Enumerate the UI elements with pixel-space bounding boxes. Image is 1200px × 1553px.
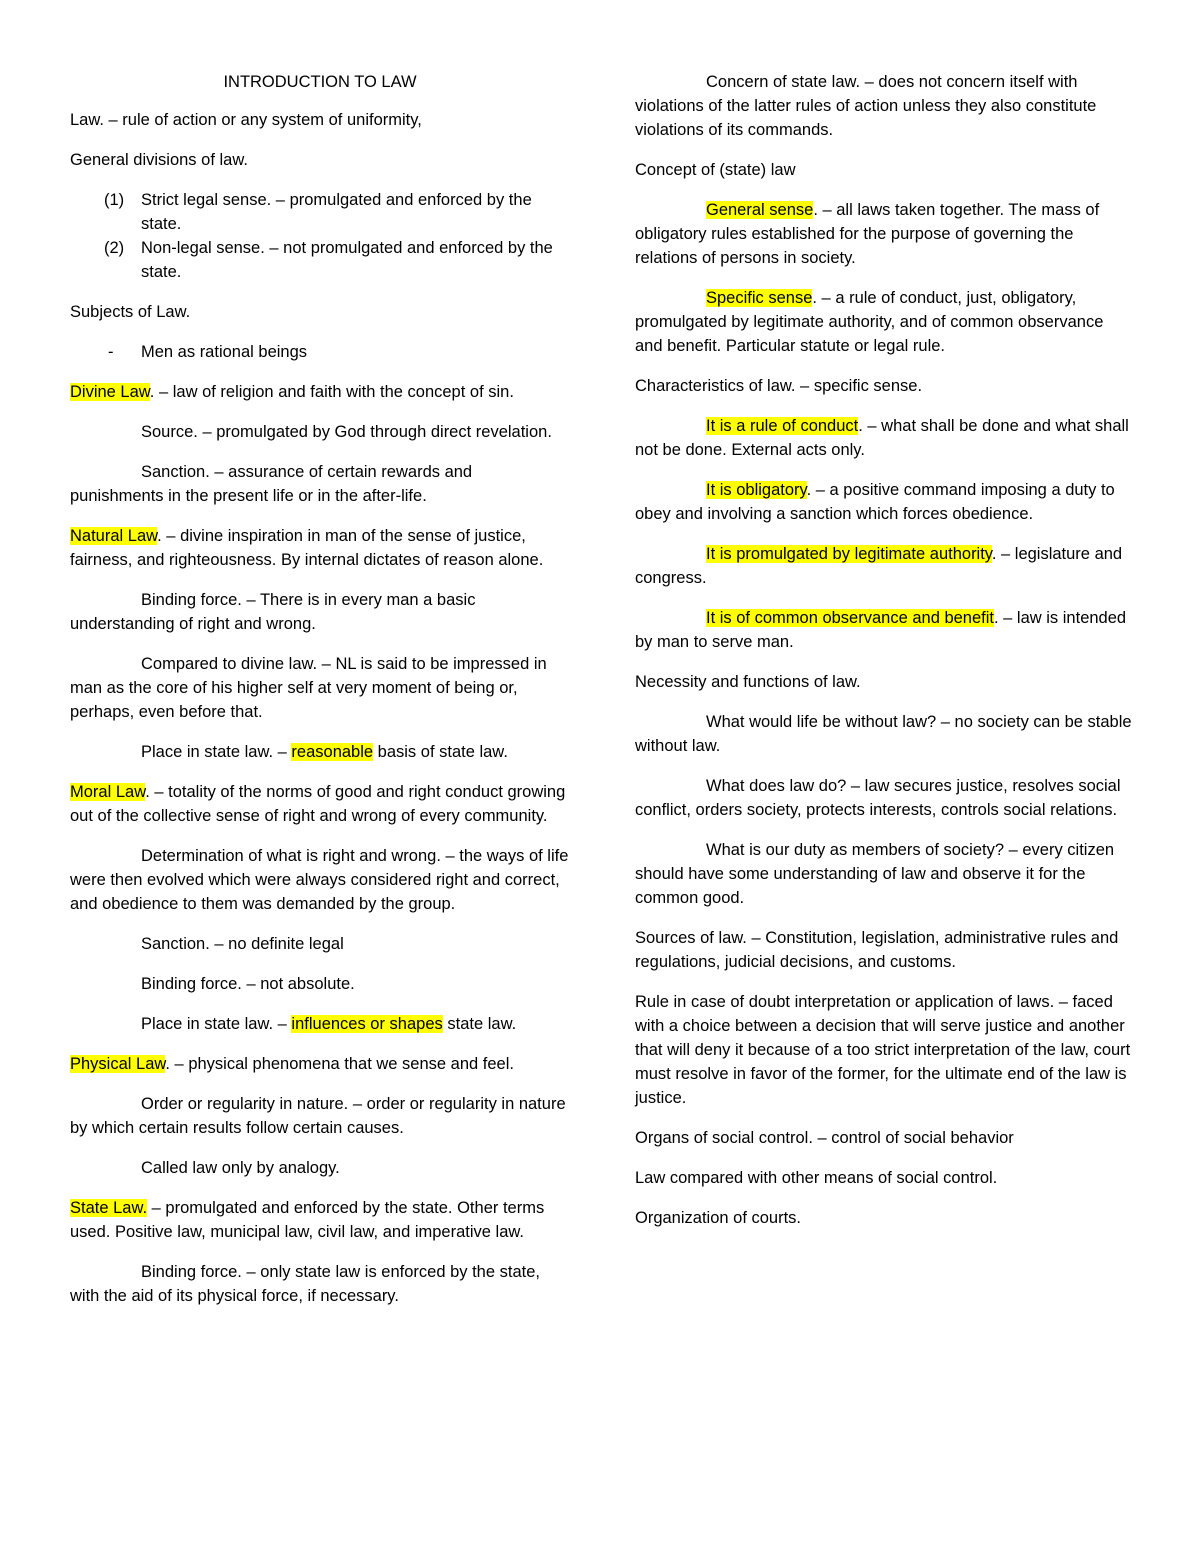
question-our-duty: What is our duty as members of society? – every citizen should have some understanding of law and observe it for the common good. bbox=[635, 841, 1115, 907]
characteristic-obligatory bbox=[635, 478, 1135, 526]
moral-determination: Determination of what is right and wrong. – the ways of life were then evolved which were always considered right and correct, and obedience to them was demanded by the group. bbox=[70, 847, 569, 913]
characteristic-rule-of-conduct bbox=[635, 414, 1135, 462]
list-item-text: Strict legal sense. – promulgated and enforced by the state. bbox=[141, 191, 532, 233]
question-life-without-law: What would life be without law? – no society can be stable without law. bbox=[635, 713, 1132, 755]
general-divisions-heading: General divisions of law. bbox=[70, 151, 248, 169]
moral-binding-force: Binding force. – not absolute. bbox=[141, 975, 355, 993]
organization-of-courts: Organization of courts. bbox=[635, 1209, 801, 1227]
physical-law-definition: . – physical phenomena that we sense and feel. bbox=[165, 1055, 514, 1073]
specific-sense-definition: . – a rule of conduct, just, obligatory, promulgated by legitimate authority, and of common observance and benefit. Particular statute or legal rule. bbox=[635, 289, 1104, 355]
physical-analogy: Called law only by analogy. bbox=[141, 1159, 340, 1177]
concern-of-state-law: Concern of state law. – does not concern itself with violations of the latter rules of action unless they also constitute violations of its commands. bbox=[635, 73, 1097, 139]
question-what-law-does: What does law do? – law secures justice, resolves social conflict, orders society, protects interests, controls social relations. bbox=[635, 777, 1121, 819]
characteristic-term: It is promulgated by legitimate authority bbox=[706, 545, 992, 563]
natural-binding-force: Binding force. – There is in every man a basic understanding of right and wrong. bbox=[70, 591, 476, 633]
moral-law-paragraph bbox=[70, 780, 570, 828]
text-span: Place in state law. – bbox=[141, 743, 292, 761]
moral-law-definition: . – totality of the norms of good and right conduct growing out of the collective sense of right and wrong of every community. bbox=[70, 783, 566, 825]
divine-source: Source. – promulgated by God through direct revelation. bbox=[141, 423, 552, 441]
highlighted-phrase: influences or shapes bbox=[291, 1015, 443, 1033]
law-compared: Law compared with other means of social control. bbox=[635, 1169, 998, 1187]
general-sense-term: General sense bbox=[706, 201, 814, 219]
divine-law-definition: . – law of religion and faith with the concept of sin. bbox=[149, 383, 514, 401]
moral-law-term: Moral Law bbox=[70, 783, 146, 801]
characteristic-definition: . – what shall be done and what shall not be done. External acts only. bbox=[635, 417, 1129, 459]
text-span: state law. bbox=[442, 1015, 517, 1033]
text-span: basis of state law. bbox=[373, 743, 508, 761]
list-number: (1) bbox=[104, 191, 125, 209]
divisions-list bbox=[70, 188, 570, 284]
state-binding-force: Binding force. – only state law is enforced by the state, with the aid of its physical force, if necessary. bbox=[70, 1263, 540, 1305]
natural-law-paragraph bbox=[70, 524, 570, 572]
list-item-text: Men as rational beings bbox=[141, 343, 308, 361]
characteristic-definition: . – legislature and congress. bbox=[635, 545, 1123, 587]
physical-order: Order or regularity in nature. – order or regularity in nature by which certain results follow certain causes. bbox=[70, 1095, 566, 1137]
physical-law-term: Physical Law bbox=[70, 1055, 166, 1073]
natural-law-term: Natural Law bbox=[70, 527, 158, 545]
sources-of-law: Sources of law. – Constitution, legislation, administrative rules and regulations, judicial decisions, and customs. bbox=[635, 929, 1119, 971]
law-definition: Law. – rule of action or any system of uniformity, bbox=[70, 111, 422, 129]
characteristic-definition: . – law is intended by man to serve man. bbox=[635, 609, 1127, 651]
specific-sense-term: Specific sense bbox=[706, 289, 813, 307]
list-item bbox=[70, 340, 570, 364]
list-item bbox=[70, 188, 570, 236]
concept-heading: Concept of (state) law bbox=[635, 161, 796, 179]
subjects-list bbox=[70, 340, 570, 364]
physical-law-paragraph bbox=[70, 1052, 570, 1076]
list-number: (2) bbox=[104, 239, 125, 257]
characteristic-common-observance bbox=[635, 606, 1135, 654]
organs-of-social-control: Organs of social control. – control of social behavior bbox=[635, 1129, 1014, 1147]
necessity-heading: Necessity and functions of law. bbox=[635, 673, 861, 691]
divine-law-paragraph bbox=[70, 380, 570, 404]
natural-place-in-state-law bbox=[70, 740, 570, 764]
general-sense-definition: . – all laws taken together. The mass of obligatory rules established for the purpose of governing the relations of persons in society. bbox=[635, 201, 1100, 267]
characteristic-promulgated bbox=[635, 542, 1135, 590]
state-law-term: State Law. bbox=[70, 1199, 148, 1217]
subjects-heading: Subjects of Law. bbox=[70, 303, 191, 321]
divine-sanction: Sanction. – assurance of certain rewards and punishments in the present life or in the after-life. bbox=[70, 463, 473, 505]
list-item bbox=[70, 236, 570, 284]
natural-compared: Compared to divine law. – NL is said to be impressed in man as the core of his higher self at very moment of being or, perhaps, even before that. bbox=[70, 655, 547, 721]
list-item-text: Non-legal sense. – not promulgated and enforced by the state. bbox=[141, 239, 553, 281]
right-column bbox=[635, 70, 1135, 1246]
divine-law-term: Divine Law bbox=[70, 383, 150, 401]
dash-bullet: - bbox=[108, 343, 114, 361]
general-sense-paragraph bbox=[635, 198, 1135, 270]
characteristic-term: It is a rule of conduct bbox=[706, 417, 859, 435]
characteristic-term: It is of common observance and benefit bbox=[706, 609, 994, 627]
characteristics-heading: Characteristics of law. – specific sense. bbox=[635, 377, 923, 395]
rule-in-case-of-doubt: Rule in case of doubt interpretation or application of laws. – faced with a choice between a decision that will serve justice and another that will deny it because of a too strict interpretation of the law, court must resolve in favor of the former, for the ultimate end of the law is justice. bbox=[635, 993, 1131, 1107]
state-law-definition: – promulgated and enforced by the state. Other terms used. Positive law, municipal law, civil law, and imperative law. bbox=[70, 1199, 545, 1241]
moral-place-in-state-law bbox=[70, 1012, 570, 1036]
natural-law-definition: . – divine inspiration in man of the sense of justice, fairness, and righteousness. By internal dictates of reason alone. bbox=[70, 527, 544, 569]
characteristic-term: It is obligatory bbox=[706, 481, 807, 499]
moral-sanction: Sanction. – no definite legal bbox=[141, 935, 344, 953]
characteristic-definition: . – a positive command imposing a duty to obey and involving a sanction which forces obedience. bbox=[635, 481, 1115, 523]
specific-sense-paragraph bbox=[635, 286, 1135, 358]
state-law-paragraph bbox=[70, 1196, 570, 1244]
document-title: INTRODUCTION TO LAW bbox=[223, 73, 417, 91]
left-column bbox=[70, 70, 570, 1324]
text-span: Place in state law. – bbox=[141, 1015, 292, 1033]
highlighted-phrase: reasonable bbox=[291, 743, 374, 761]
